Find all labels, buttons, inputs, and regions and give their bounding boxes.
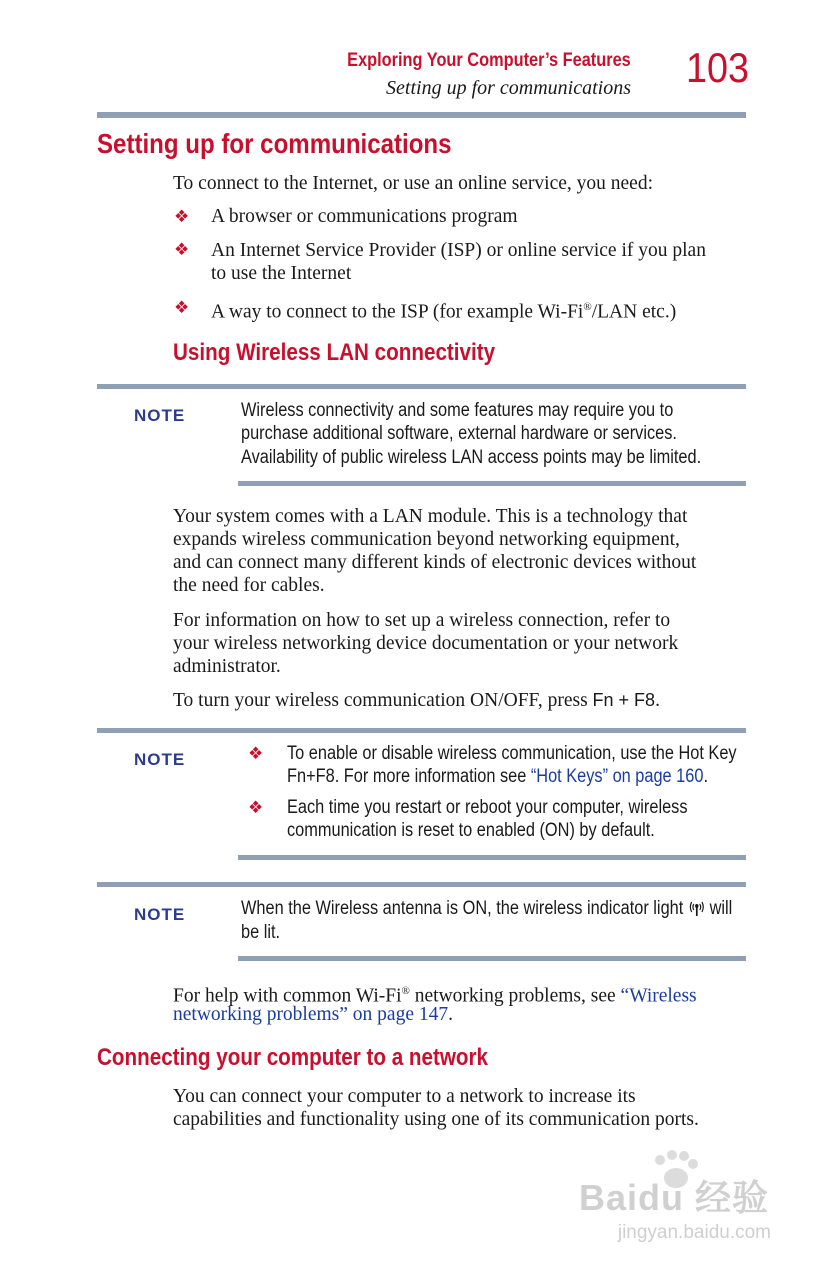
paragraph-line: expands wireless communication beyond networking equipment, (173, 529, 680, 550)
section-heading: Setting up for communications (97, 128, 452, 159)
note-rule-bottom (238, 855, 746, 860)
key-combo: Fn+F8 (287, 766, 335, 787)
bullet-icon: ❖ (174, 298, 190, 317)
watermark-url: jingyan.baidu.com (617, 1222, 771, 1243)
note-line: purchase additional software, external hardware or services. (241, 423, 677, 444)
bullet-item-cont: to use the Internet (211, 263, 352, 284)
note-label: NOTE (134, 905, 186, 924)
note-line: be lit. (241, 922, 281, 943)
paragraph-line: You can connect your computer to a network to increase its (173, 1086, 636, 1107)
paragraph-line: the need for cables. (173, 575, 325, 596)
watermark-brand: Baidu 经验 (578, 1177, 769, 1218)
paragraph-text: For help with common Wi-Fi (173, 985, 402, 1007)
wireless-problems-link[interactable]: “Wireless (620, 985, 697, 1007)
page-number: 103 (686, 44, 750, 91)
paragraph-line (173, 689, 660, 713)
note-line (241, 897, 732, 924)
bullet-icon: ❖ (174, 240, 190, 259)
section-heading: Connecting your computer to a network (97, 1044, 489, 1071)
note-line (287, 765, 708, 789)
bullet-item: An Internet Service Provider (ISP) or online service if you plan (211, 240, 706, 261)
hot-keys-link[interactable]: “Hot Keys” on page 160 (530, 766, 704, 787)
paragraph-line: your wireless networking device documentation or your network (173, 633, 679, 654)
bullet-text-end: /LAN etc.) (591, 301, 677, 323)
note-line: Each time you restart or reboot your computer, wireless (287, 797, 688, 818)
paragraph-text: networking problems, see (409, 985, 621, 1007)
bullet-icon: ❖ (248, 798, 264, 817)
note-line: Availability of public wireless LAN access points may be limited. (241, 447, 702, 468)
registered-mark: ® (583, 301, 592, 313)
paragraph-end: . (448, 1004, 453, 1025)
section-subtitle: Setting up for communications (386, 77, 631, 99)
header-rule (97, 112, 746, 118)
registered-mark: ® (401, 985, 410, 997)
subsection-heading: Using Wireless LAN connectivity (173, 339, 496, 366)
note-rule-top (97, 384, 746, 389)
note-rule-bottom (238, 956, 746, 961)
paragraph-line: Your system comes with a LAN module. This is a technology that (173, 506, 688, 527)
note-text-end: . (703, 766, 708, 787)
intro-text: To connect to the Internet, or use an online service, you need: (173, 173, 654, 194)
note-text: . For more information see (334, 766, 531, 787)
note-rule-top (97, 728, 746, 733)
note-line: Wireless connectivity and some features may require you to (241, 400, 674, 421)
bullet-icon: ❖ (248, 744, 264, 763)
note-line: To enable or disable wireless communication, use the Hot Key (287, 743, 737, 764)
note-rule-top (97, 882, 746, 887)
paragraph-line: and can connect many different kinds of electronic devices without (173, 552, 697, 573)
paragraph-text: To turn your wireless communication ON/OFF, press (173, 690, 593, 711)
wireless-problems-link[interactable]: networking problems” on page 147 (173, 1004, 449, 1025)
bullet-icon: ❖ (174, 207, 190, 226)
paragraph-end: . (655, 690, 660, 711)
note-line: communication is reset to enabled (ON) by default. (287, 820, 655, 841)
bullet-item: A browser or communications program (211, 206, 518, 227)
paragraph-line: capabilities and functionality using one of its communication ports. (173, 1109, 699, 1130)
note-label: NOTE (134, 406, 186, 425)
note-text: When the Wireless antenna is ON, the wireless indicator light (241, 898, 684, 919)
note-text-end: will (709, 898, 733, 919)
bullet-text: A way to connect to the ISP (for example Wi-Fi (211, 301, 584, 323)
paragraph-line (173, 1003, 453, 1027)
chapter-title: Exploring Your Computer’s Features (347, 50, 631, 71)
note-rule-bottom (238, 481, 746, 486)
bullet-item (211, 296, 676, 324)
paragraph-line: For information on how to set up a wireless connection, refer to (173, 610, 671, 631)
key-combo: Fn + F8 (592, 690, 656, 710)
note-label: NOTE (134, 750, 186, 769)
paragraph-line: administrator. (173, 656, 281, 677)
wireless-antenna-icon (688, 899, 705, 924)
